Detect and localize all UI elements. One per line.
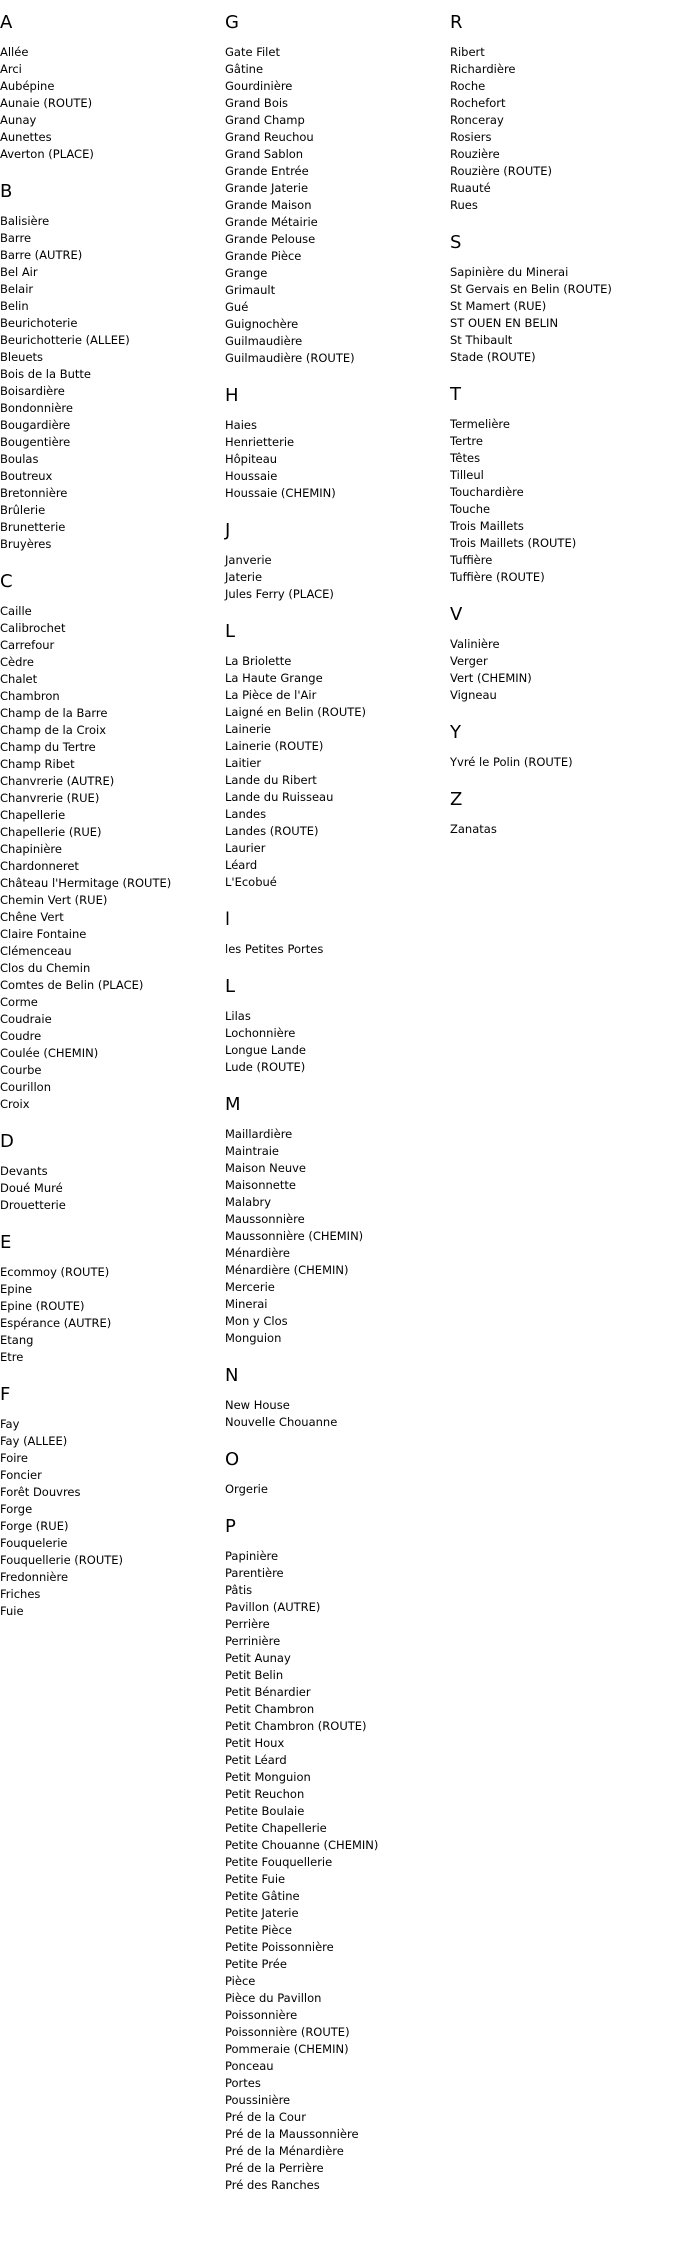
street-link[interactable]: Fouquelerie (0, 1536, 68, 1550)
street-link[interactable]: Chemin Vert (RUE) (0, 893, 108, 907)
street-link[interactable]: Aunaie (ROUTE) (0, 96, 93, 110)
street-link[interactable]: Têtes (450, 451, 481, 465)
street-link[interactable]: Lude (ROUTE) (225, 1060, 306, 1074)
street-link[interactable]: Averton (PLACE) (0, 147, 94, 161)
street-column-2 (225, 0, 450, 2212)
street-link[interactable]: Champ Ribet (0, 757, 75, 771)
street-link[interactable]: Carrefour (0, 638, 55, 652)
street-link[interactable]: Boisardière (0, 384, 65, 398)
street-link[interactable]: Verger (450, 654, 488, 668)
street-link[interactable]: Petit Léard (225, 1753, 287, 1767)
street-link[interactable]: Grand Champ (225, 113, 305, 127)
street-link[interactable]: Sapinière du Minerai (450, 265, 569, 279)
letter-group (0, 1131, 225, 1214)
street-link[interactable]: Touche (450, 502, 491, 516)
street-link[interactable]: Coudre (0, 1029, 42, 1043)
letter-heading: H (225, 385, 239, 406)
street-link[interactable]: Rosiers (450, 130, 492, 144)
street-link[interactable]: La Haute Grange (225, 671, 323, 685)
street-list (0, 1264, 225, 1366)
street-link[interactable]: Grand Bois (225, 96, 289, 110)
street-link[interactable]: Petite Gâtine (225, 1889, 300, 1903)
street-link[interactable]: Belair (0, 282, 34, 296)
letter-heading: l (225, 909, 231, 930)
street-link[interactable]: Comtes de Belin (PLACE) (0, 978, 144, 992)
street-link[interactable]: Champ de la Croix (0, 723, 106, 737)
street-link[interactable]: Longue Lande (225, 1043, 306, 1057)
street-link[interactable]: Parentière (225, 1566, 284, 1580)
street-link[interactable]: Doué Muré (0, 1181, 63, 1195)
street-link[interactable]: Caille (0, 604, 32, 618)
street-link[interactable]: Roche (450, 79, 486, 93)
street-link[interactable]: Aubépine (0, 79, 55, 93)
street-link[interactable]: Fay (ALLEE) (0, 1434, 68, 1448)
letter-heading: G (225, 12, 239, 33)
street-link[interactable]: Nouvelle Chouanne (225, 1415, 338, 1429)
street-link[interactable]: Vert (CHEMIN) (450, 671, 532, 685)
street-list (225, 1397, 450, 1431)
street-link[interactable]: Fouquellerie (ROUTE) (0, 1553, 124, 1567)
street-link[interactable]: Poissonnière (ROUTE) (225, 2025, 350, 2039)
street-link[interactable]: Mon y Clos (225, 1314, 288, 1328)
street-link[interactable]: Belin (0, 299, 29, 313)
letter-heading: B (0, 181, 13, 202)
street-link[interactable]: Tertre (450, 434, 483, 448)
street-link[interactable]: Petite Chapellerie (225, 1821, 327, 1835)
street-link[interactable]: Petit Monguion (225, 1770, 311, 1784)
street-link[interactable]: Henrietterie (225, 435, 295, 449)
street-link[interactable]: Lochonnière (225, 1026, 296, 1040)
street-list (0, 44, 225, 163)
street-list (0, 1416, 225, 1620)
street-link[interactable]: Tuffière (ROUTE) (450, 570, 545, 584)
street-link[interactable]: Epine (0, 1282, 33, 1296)
letter-group (225, 909, 450, 958)
street-link[interactable]: Gate Filet (225, 45, 280, 59)
street-link[interactable]: Boutreux (0, 469, 53, 483)
street-link[interactable]: Arci (0, 62, 22, 76)
street-list (450, 636, 675, 704)
street-link[interactable]: Pré de la Ménardière (225, 2144, 344, 2158)
street-link[interactable]: Chardonneret (0, 859, 79, 873)
street-link[interactable]: Grande Métairie (225, 215, 318, 229)
street-link[interactable]: Léard (225, 858, 258, 872)
street-link[interactable]: Bondonnière (0, 401, 73, 415)
street-link[interactable]: Orgerie (225, 1482, 268, 1496)
street-link[interactable]: Lainerie (225, 722, 272, 736)
street-link[interactable]: Hôpiteau (225, 452, 278, 466)
street-link[interactable]: Tuffière (450, 553, 493, 567)
street-link[interactable]: Ronceray (450, 113, 504, 127)
street-link[interactable]: Pièce (225, 1974, 256, 1988)
letter-heading: Z (450, 789, 463, 810)
street-list (225, 417, 450, 502)
street-link[interactable]: Ménardière (225, 1246, 290, 1260)
letter-heading: E (0, 1232, 12, 1253)
letter-heading: N (225, 1365, 239, 1386)
street-link[interactable]: La Briolette (225, 654, 292, 668)
street-link[interactable]: Petite Fouquellerie (225, 1855, 333, 1869)
street-link[interactable]: St Thibault (450, 333, 513, 347)
street-link[interactable]: Maussonnière (CHEMIN) (225, 1229, 364, 1243)
street-link[interactable]: Brunetterie (0, 520, 66, 534)
street-link[interactable]: Chapinière (0, 842, 62, 856)
street-link[interactable]: Ecommoy (ROUTE) (0, 1265, 110, 1279)
street-link[interactable]: Poussinière (225, 2093, 291, 2107)
street-link[interactable]: Portes (225, 2076, 261, 2090)
street-link[interactable]: Petit Houx (225, 1736, 285, 1750)
letter-heading: A (0, 12, 13, 33)
street-link[interactable]: Cèdre (0, 655, 34, 669)
street-link[interactable]: Devants (0, 1164, 48, 1178)
street-link[interactable]: Chapellerie (RUE) (0, 825, 102, 839)
street-link[interactable]: Lande du Ruisseau (225, 790, 334, 804)
letter-heading: C (0, 571, 13, 592)
street-link[interactable]: Ménardière (CHEMIN) (225, 1263, 349, 1277)
street-link[interactable]: Boulas (0, 452, 39, 466)
street-link[interactable]: Bretonnière (0, 486, 68, 500)
street-link[interactable]: Pâtis (225, 1583, 253, 1597)
street-link[interactable]: Claire Fontaine (0, 927, 87, 941)
street-link[interactable]: Petit Chambron (225, 1702, 315, 1716)
letter-heading: M (225, 1094, 241, 1115)
street-link[interactable]: L'Ecobué (225, 875, 277, 889)
street-link[interactable]: Pré des Ranches (225, 2178, 320, 2192)
letter-group (450, 722, 675, 771)
street-link[interactable]: Ruauté (450, 181, 491, 195)
street-link[interactable]: Vigneau (450, 688, 497, 702)
street-link[interactable]: Chalet (0, 672, 38, 686)
street-link[interactable]: Barre (0, 231, 32, 245)
street-list (450, 821, 675, 838)
street-link[interactable]: Papinière (225, 1549, 279, 1563)
letter-group (450, 12, 675, 214)
street-link[interactable]: Laigné en Belin (ROUTE) (225, 705, 367, 719)
street-link[interactable]: Guignochère (225, 317, 299, 331)
street-link[interactable]: Château l'Hermitage (ROUTE) (0, 876, 172, 890)
street-link[interactable]: Laurier (225, 841, 266, 855)
street-link[interactable]: Barre (AUTRE) (0, 248, 83, 262)
street-link[interactable]: Petite Pièce (225, 1923, 292, 1937)
street-link[interactable]: Valinière (450, 637, 500, 651)
street-list (225, 1481, 450, 1498)
street-link[interactable]: Pré de la Cour (225, 2110, 306, 2124)
street-link[interactable]: La Pièce de l'Air (225, 688, 317, 702)
street-link[interactable]: Beurichoterie (0, 316, 78, 330)
street-list (225, 1548, 450, 2194)
street-link[interactable]: Tilleul (450, 468, 484, 482)
letter-group (450, 604, 675, 704)
street-link[interactable]: Maison Neuve (225, 1161, 306, 1175)
street-link[interactable]: Touchardière (450, 485, 524, 499)
street-link[interactable]: ST OUEN EN BELIN (450, 316, 559, 330)
street-link[interactable]: Trois Maillets (ROUTE) (450, 536, 577, 550)
street-link[interactable]: Trois Maillets (450, 519, 524, 533)
street-list (225, 941, 450, 958)
street-list (450, 416, 675, 586)
street-link[interactable]: Chanvrerie (RUE) (0, 791, 100, 805)
letter-group (450, 789, 675, 838)
street-link[interactable]: Petit Belin (225, 1668, 284, 1682)
letter-heading: T (450, 384, 461, 405)
street-link[interactable]: Poissonnière (225, 2008, 298, 2022)
street-link[interactable]: Guilmaudière (225, 334, 303, 348)
letter-heading: L (225, 621, 236, 642)
street-link[interactable]: Richardière (450, 62, 516, 76)
letter-heading: V (450, 604, 463, 625)
street-link[interactable]: Clos du Chemin (0, 961, 91, 975)
street-link[interactable]: Petite Poissonnière (225, 1940, 334, 1954)
street-link[interactable]: Foire (0, 1451, 28, 1465)
street-link[interactable]: Guilmaudière (ROUTE) (225, 351, 355, 365)
letter-group (0, 1232, 225, 1366)
street-link[interactable]: Coulée (CHEMIN) (0, 1046, 99, 1060)
street-link[interactable]: Petite Boulaie (225, 1804, 305, 1818)
letter-group (225, 976, 450, 1076)
street-link[interactable]: Pré de la Perrière (225, 2161, 324, 2175)
street-link[interactable]: Coudraie (0, 1012, 52, 1026)
street-column-3 (450, 0, 675, 856)
street-link[interactable]: Lilas (225, 1009, 251, 1023)
street-link[interactable]: Mercerie (225, 1280, 275, 1294)
street-link[interactable]: Fuie (0, 1604, 24, 1618)
street-link[interactable]: Petit Chambron (ROUTE) (225, 1719, 367, 1733)
street-link[interactable]: St Gervais en Belin (ROUTE) (450, 282, 612, 296)
street-link[interactable]: Chanvrerie (AUTRE) (0, 774, 115, 788)
street-link[interactable]: Landes (225, 807, 267, 821)
street-link[interactable]: Stade (ROUTE) (450, 350, 536, 364)
street-link[interactable]: Perrinière (225, 1634, 281, 1648)
street-link[interactable]: Monguion (225, 1331, 282, 1345)
street-link[interactable]: St Mamert (RUE) (450, 299, 547, 313)
letter-group (0, 571, 225, 1113)
street-link[interactable]: Grand Reuchou (225, 130, 314, 144)
street-link[interactable]: Grande Pelouse (225, 232, 316, 246)
street-link[interactable]: Champ du Tertre (0, 740, 96, 754)
street-link[interactable]: Petit Bénardier (225, 1685, 311, 1699)
letter-group (225, 1365, 450, 1431)
street-link[interactable]: Chambron (0, 689, 60, 703)
street-list (225, 44, 450, 367)
letter-heading: F (0, 1384, 11, 1405)
street-list (225, 552, 450, 603)
street-link[interactable]: Allée (0, 45, 29, 59)
street-link[interactable]: Maintraie (225, 1144, 280, 1158)
street-link[interactable]: Aunettes (0, 130, 52, 144)
street-link[interactable]: Ribert (450, 45, 485, 59)
street-link[interactable]: Rues (450, 198, 478, 212)
street-link[interactable]: Forêt Douvres (0, 1485, 81, 1499)
street-column-1 (0, 0, 225, 1638)
street-link[interactable]: Aunay (0, 113, 37, 127)
street-link[interactable]: Maussonnière (225, 1212, 305, 1226)
street-link[interactable]: Courillon (0, 1080, 51, 1094)
street-link[interactable]: Forge (0, 1502, 33, 1516)
street-link[interactable]: Pommeraie (CHEMIN) (225, 2042, 349, 2056)
street-link[interactable]: Petite Fuie (225, 1872, 286, 1886)
street-link[interactable]: Grimault (225, 283, 276, 297)
street-link[interactable]: Landes (ROUTE) (225, 824, 319, 838)
street-link[interactable]: Jules Ferry (PLACE) (225, 587, 334, 601)
street-link[interactable]: Drouetterie (0, 1198, 66, 1212)
street-link[interactable]: Bougentière (0, 435, 71, 449)
street-list (0, 213, 225, 553)
letter-heading: P (225, 1516, 236, 1537)
street-list (225, 1008, 450, 1076)
street-link[interactable]: Petite Prée (225, 1957, 287, 1971)
street-link[interactable]: Pré de la Maussonnière (225, 2127, 359, 2141)
street-link[interactable]: Petite Jaterie (225, 1906, 299, 1920)
street-link[interactable]: Clémenceau (0, 944, 72, 958)
street-link[interactable]: Zanatas (450, 822, 497, 836)
street-link[interactable]: Courbe (0, 1063, 42, 1077)
street-link[interactable]: Maisonnette (225, 1178, 296, 1192)
street-link[interactable]: Epine (ROUTE) (0, 1299, 85, 1313)
street-link[interactable]: Fay (0, 1417, 20, 1431)
street-link[interactable]: Balisière (0, 214, 50, 228)
letter-group (0, 1384, 225, 1620)
letter-heading: J (225, 520, 231, 541)
street-link[interactable]: Gourdinière (225, 79, 293, 93)
street-link[interactable]: Rouzière (450, 147, 500, 161)
street-link[interactable]: Jaterie (225, 570, 263, 584)
street-list (450, 44, 675, 214)
street-link[interactable]: Forge (RUE) (0, 1519, 69, 1533)
street-link[interactable]: Croix (0, 1097, 30, 1111)
letter-group (225, 520, 450, 603)
street-link[interactable]: Bruyères (0, 537, 52, 551)
street-link[interactable]: Etre (0, 1350, 24, 1364)
street-link[interactable]: Petite Chouanne (CHEMIN) (225, 1838, 379, 1852)
letter-group (225, 621, 450, 891)
letter-group (0, 181, 225, 553)
street-link[interactable]: Corme (0, 995, 38, 1009)
street-link[interactable]: Rouzière (ROUTE) (450, 164, 553, 178)
street-link[interactable]: Chêne Vert (0, 910, 64, 924)
street-link[interactable]: Grand Sablon (225, 147, 304, 161)
letter-heading: D (0, 1131, 14, 1152)
letter-group (450, 384, 675, 586)
street-link[interactable]: Laitier (225, 756, 262, 770)
letter-group (450, 232, 675, 366)
street-link[interactable]: Grande Jaterie (225, 181, 309, 195)
street-link[interactable]: Grande Maison (225, 198, 312, 212)
street-link[interactable]: Bois de la Butte (0, 367, 91, 381)
street-list (450, 264, 675, 366)
street-link[interactable]: Petit Reuchon (225, 1787, 305, 1801)
street-list (0, 603, 225, 1113)
street-link[interactable]: Bel Air (0, 265, 38, 279)
street-link[interactable]: Pavillon (AUTRE) (225, 1600, 321, 1614)
street-link[interactable]: Friches (0, 1587, 41, 1601)
street-link[interactable]: Ponceau (225, 2059, 274, 2073)
street-list (225, 653, 450, 891)
street-link[interactable]: Perrière (225, 1617, 270, 1631)
street-link[interactable]: Brûlerie (0, 503, 46, 517)
street-link[interactable]: Janverie (225, 553, 272, 567)
street-link[interactable]: les Petites Portes (225, 942, 324, 956)
letter-group (225, 1449, 450, 1498)
street-link[interactable]: Grange (225, 266, 268, 280)
street-link[interactable]: Champ de la Barre (0, 706, 108, 720)
street-link[interactable]: Beurichotterie (ALLEE) (0, 333, 130, 347)
street-link[interactable]: Lainerie (ROUTE) (225, 739, 324, 753)
street-list (450, 754, 675, 771)
street-link[interactable]: Foncier (0, 1468, 42, 1482)
letter-group (225, 1094, 450, 1347)
street-link[interactable]: Lande du Ribert (225, 773, 317, 787)
street-link[interactable]: Espérance (AUTRE) (0, 1316, 112, 1330)
street-link[interactable]: Minerai (225, 1297, 268, 1311)
street-list (0, 1163, 225, 1214)
letter-group (0, 12, 225, 163)
street-link[interactable]: Grande Pièce (225, 249, 302, 263)
street-link[interactable]: Fredonnière (0, 1570, 69, 1584)
letter-heading: S (450, 232, 462, 253)
street-link[interactable]: Haies (225, 418, 257, 432)
street-link[interactable]: Bougardière (0, 418, 71, 432)
letter-heading: O (225, 1449, 240, 1470)
street-link[interactable]: New House (225, 1398, 290, 1412)
street-link[interactable]: Calibrochet (0, 621, 66, 635)
letter-group (225, 12, 450, 367)
letter-heading: R (450, 12, 463, 33)
street-link[interactable]: Houssaie (225, 469, 278, 483)
street-list (225, 1126, 450, 1347)
street-link[interactable]: Termelière (450, 417, 510, 431)
letter-group (225, 385, 450, 502)
street-link[interactable]: Grande Entrée (225, 164, 309, 178)
letter-group (225, 1516, 450, 2194)
street-link[interactable]: Yvré le Polin (ROUTE) (450, 755, 573, 769)
letter-heading: Y (450, 722, 461, 743)
street-link[interactable]: Pièce du Pavillon (225, 1991, 322, 2005)
street-link[interactable]: Gué (225, 300, 249, 314)
street-link[interactable]: Etang (0, 1333, 34, 1347)
street-link[interactable]: Petit Aunay (225, 1651, 291, 1665)
street-link[interactable]: Bleuets (0, 350, 44, 364)
letter-heading: L (225, 976, 236, 997)
street-link[interactable]: Maillardière (225, 1127, 293, 1141)
street-link[interactable]: Malabry (225, 1195, 272, 1209)
street-link[interactable]: Gâtine (225, 62, 264, 76)
street-link[interactable]: Houssaie (CHEMIN) (225, 486, 336, 500)
street-link[interactable]: Rochefort (450, 96, 506, 110)
street-link[interactable]: Chapellerie (0, 808, 66, 822)
